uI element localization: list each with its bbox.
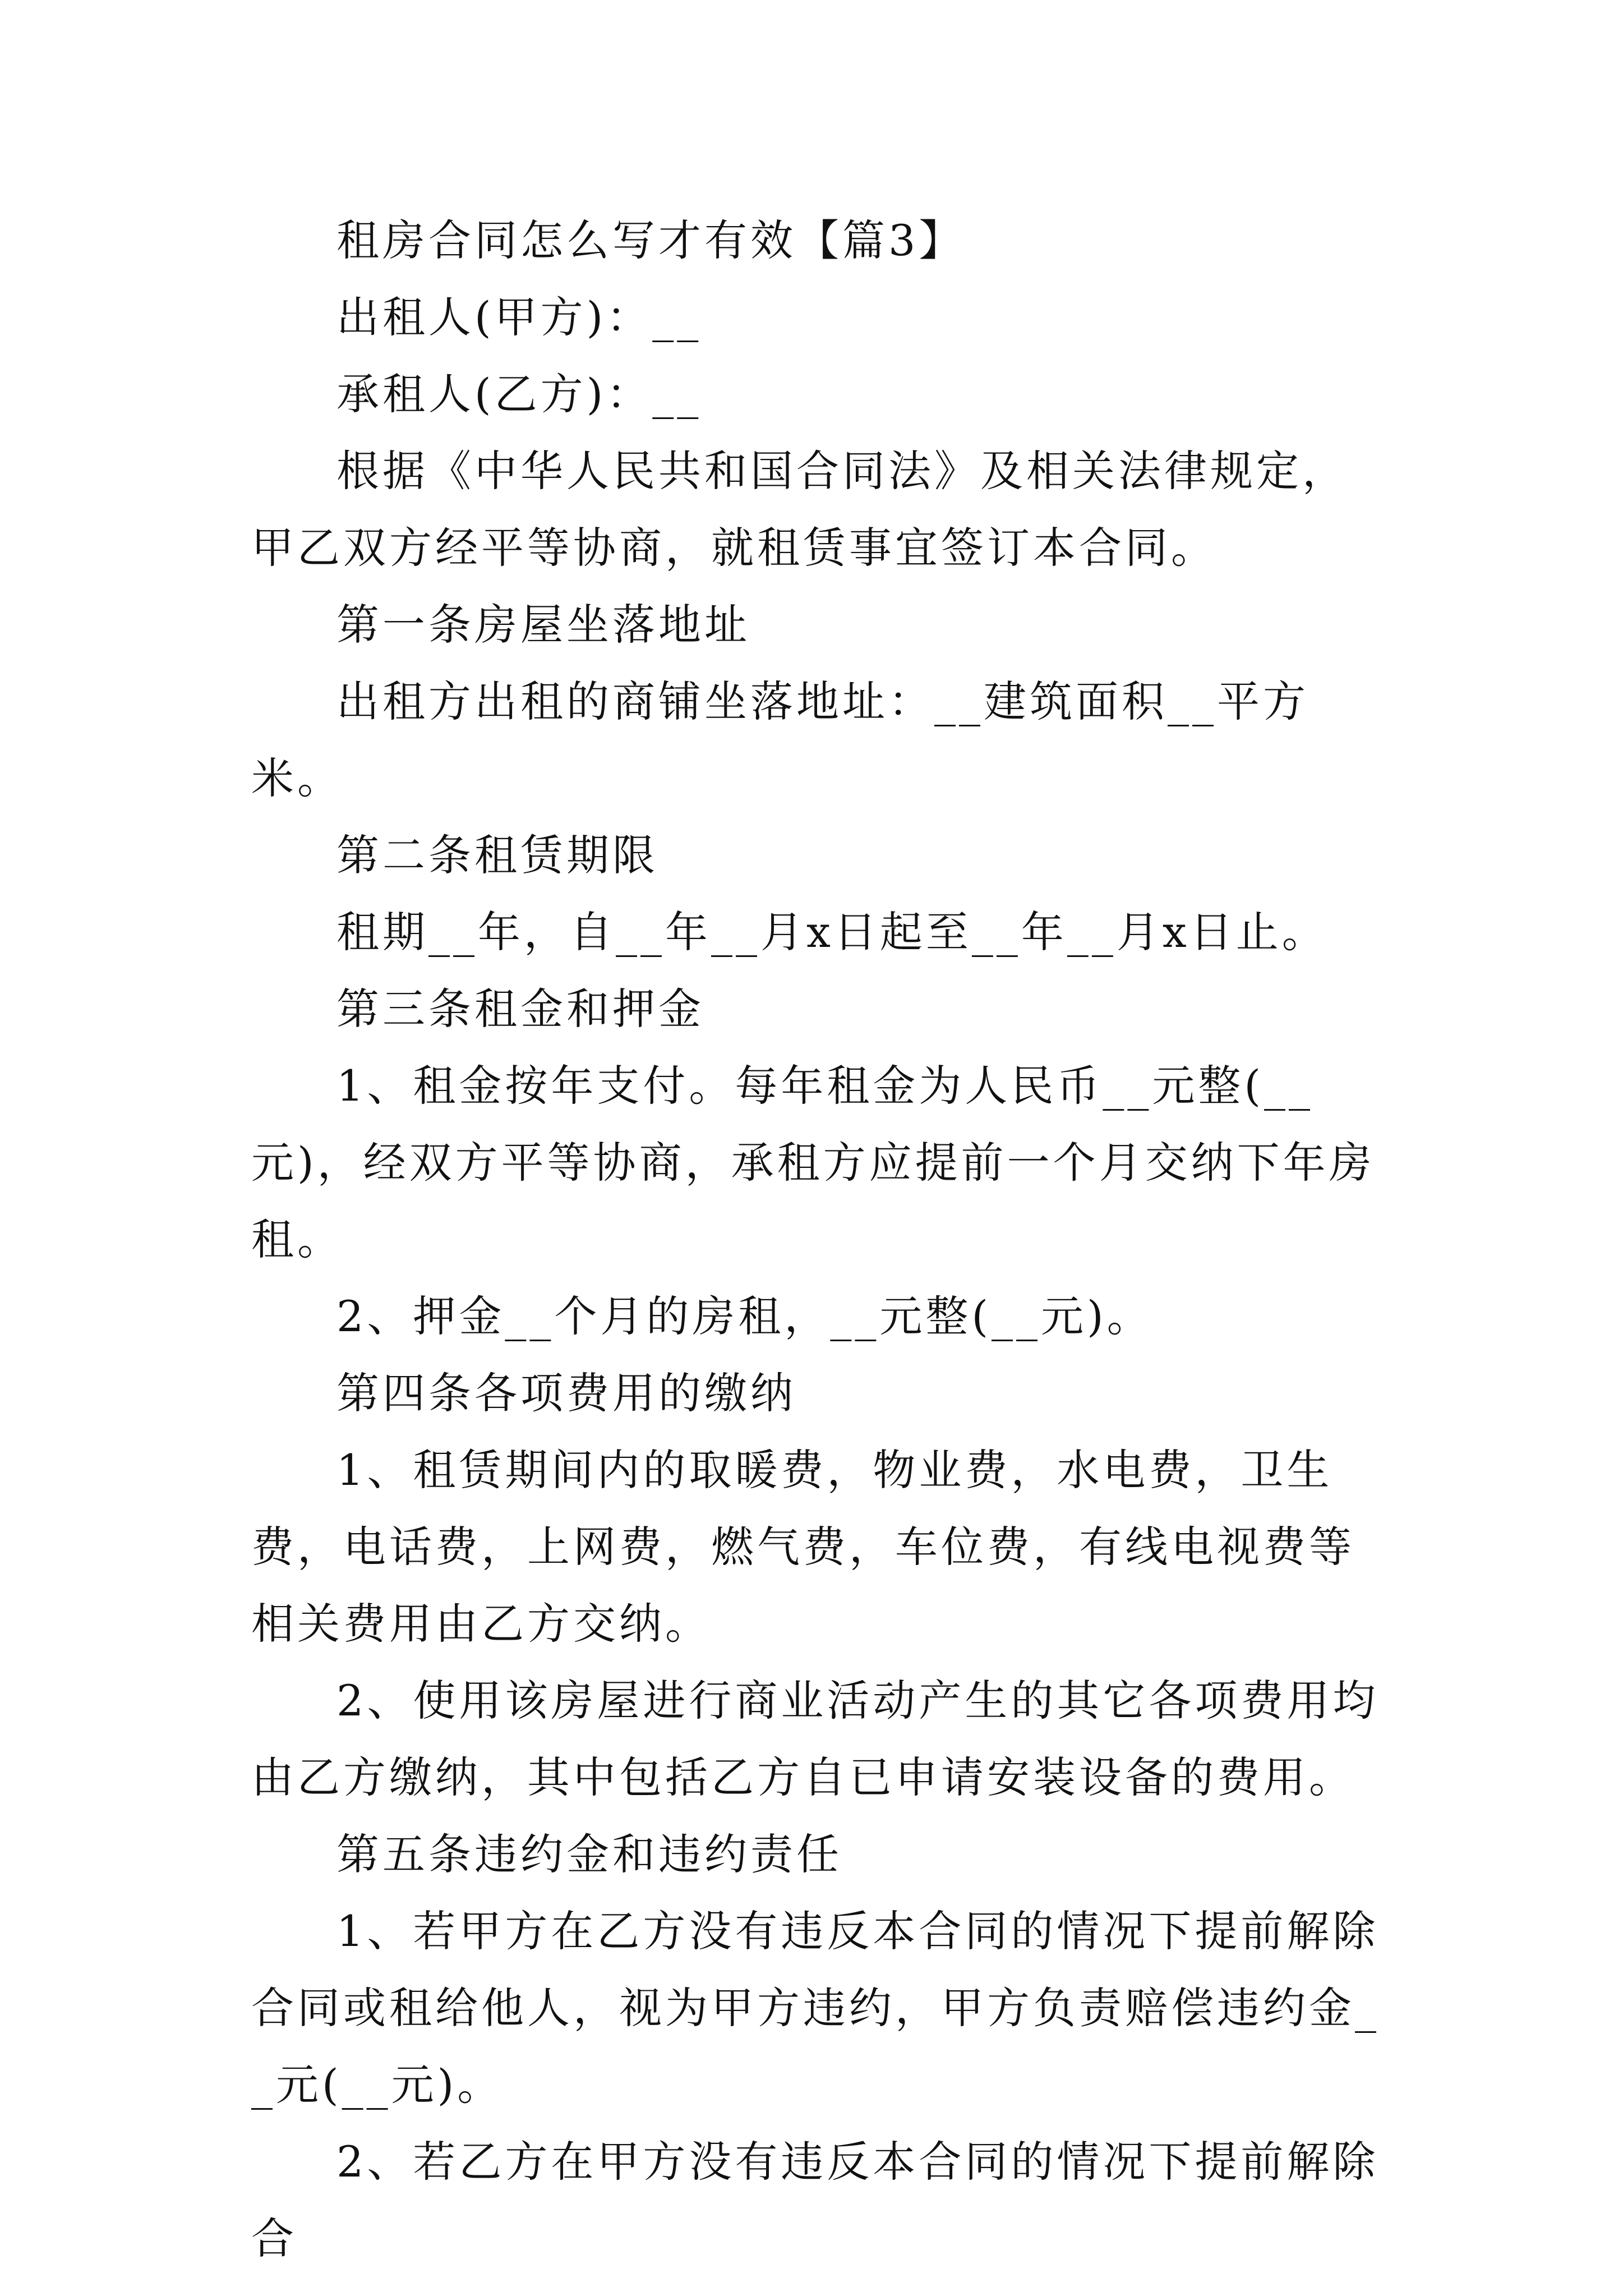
article-2-text: 租期__年，自__年__月x日起至__年__月x日止。 bbox=[336, 907, 1328, 957]
article-4-heading: 第四条各项费用的缴纳 bbox=[336, 1368, 796, 1418]
lessee-line: 承租人(乙方)：__ bbox=[336, 369, 702, 419]
article-5-item-1: 1、若甲方在乙方没有违反本合同的情况下提前解除合同或租给他人，视为甲方违约，甲方负责赔偿违约金__元(__元)。 bbox=[251, 1906, 1380, 2110]
document-title: 租房合同怎么写才有效【篇3】 bbox=[336, 215, 965, 265]
article-1-heading: 第一条房屋坐落地址 bbox=[336, 600, 750, 650]
article-3-heading: 第三条租金和押金 bbox=[336, 984, 704, 1034]
document-body bbox=[251, 202, 1384, 2277]
article-4-item-1: 1、租赁期间内的取暖费，物业费，水电费，卫生费，电话费，上网费，燃气费，车位费，有线电视费等相关费用由乙方交纳。 bbox=[251, 1445, 1355, 1649]
article-5-item-2: 2、若乙方在甲方没有违反本合同的情况下提前解除合 bbox=[251, 2137, 1379, 2263]
article-3-item-1: 1、租金按年支付。每年租金为人民币__元整(__元)，经双方平等协商，承租方应提前一个月交纳下年房租。 bbox=[251, 1061, 1375, 1264]
article-2-heading: 第二条租赁期限 bbox=[336, 830, 658, 880]
article-5-heading: 第五条违约金和违约责任 bbox=[336, 1829, 842, 1879]
lessor-line: 出租人(甲方)：__ bbox=[336, 292, 702, 342]
article-4-item-2: 2、使用该房屋进行商业活动产生的其它各项费用均由乙方缴纳，其中包括乙方自已申请安装设备的费用。 bbox=[251, 1676, 1379, 1802]
article-3-item-2: 2、押金__个月的房租，__元整(__元)。 bbox=[336, 1291, 1153, 1341]
preamble-paragraph: 根据《中华人民共和国合同法》及相关法律规定，甲乙双方经平等协商，就租赁事宜签订本合同。 bbox=[251, 446, 1348, 573]
article-1-text: 出租方出租的商铺坐落地址：__建筑面积__平方米。 bbox=[251, 677, 1309, 803]
